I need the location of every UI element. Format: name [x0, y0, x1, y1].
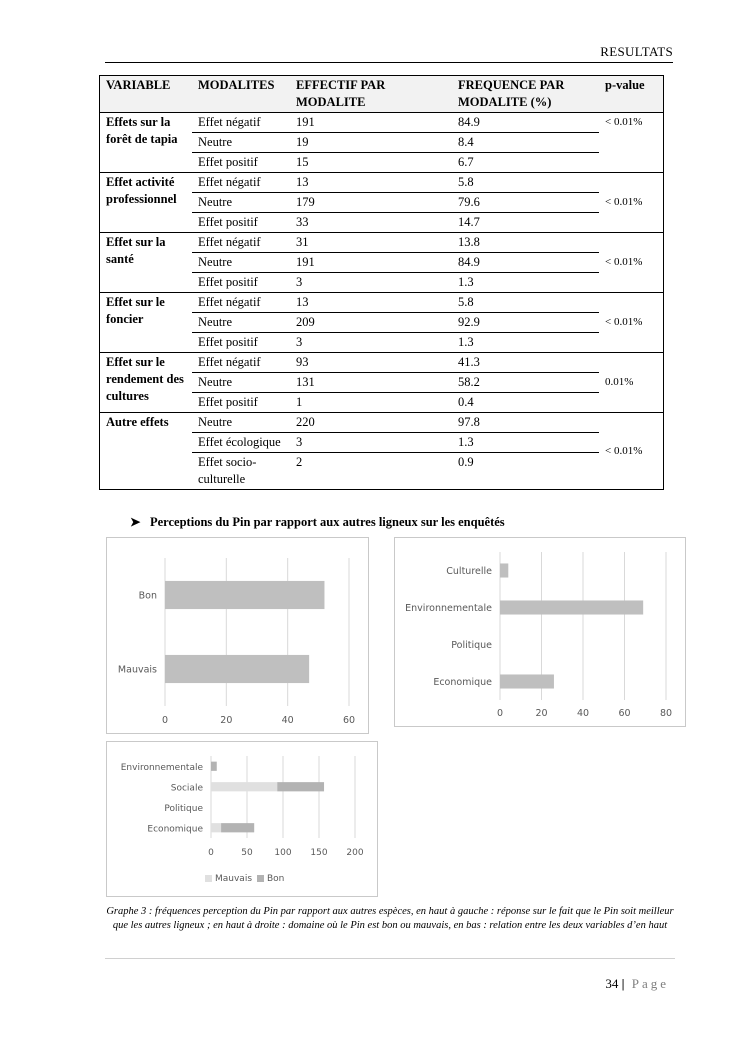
- table-row: [100, 353, 664, 373]
- col-header-modalites: MODALITES: [192, 76, 290, 113]
- x-tick-label: 0: [208, 848, 214, 858]
- x-tick-label: 80: [659, 708, 673, 719]
- pvalue-cell: < 0.01%: [599, 233, 664, 293]
- page-footer: [605, 976, 669, 992]
- frequence-cell: 58.2: [452, 373, 599, 393]
- x-tick-label: 150: [310, 848, 328, 858]
- frequence-cell: 1.3: [452, 433, 599, 453]
- page-separator: |: [621, 976, 625, 991]
- modalite-cell: Neutre: [192, 253, 290, 273]
- effectif-cell: 131: [290, 373, 452, 393]
- bar: [500, 600, 643, 614]
- effectif-cell: 209: [290, 313, 452, 333]
- effectif-cell: 191: [290, 113, 452, 133]
- modalite-cell: Effet positif: [192, 213, 290, 233]
- bar: [165, 581, 324, 609]
- figure-caption: Graphe 3 : fréquences perception du Pin par rapport aux autres espèces, en haut à gauche : réponse sur le fait que le Pin soit meilleur que les autres ligneux ; en haut à droite : domaine où le Pin est bon ou mauvais, en bas : relation entre les deux variables d’en haut: [106, 906, 674, 931]
- table-row: [100, 413, 664, 433]
- modalite-cell: Neutre: [192, 193, 290, 213]
- modalite-cell: Effet négatif: [192, 173, 290, 193]
- legend-label: Bon: [267, 874, 285, 884]
- x-tick-label: 100: [274, 848, 292, 858]
- category-label: Politique: [451, 640, 492, 651]
- chart-relation: [106, 741, 378, 897]
- x-tick-label: 60: [618, 708, 631, 719]
- legend-label: Mauvais: [215, 874, 253, 884]
- effectif-cell: 93: [290, 353, 452, 373]
- chart-relation-svg: [107, 742, 377, 896]
- variable-cell: Effet activité professionnel: [100, 173, 193, 233]
- pvalue-cell: < 0.01%: [599, 293, 664, 353]
- effectif-cell: 13: [290, 173, 452, 193]
- effectif-cell: 15: [290, 153, 452, 173]
- x-tick-label: 60: [342, 715, 356, 726]
- frequence-cell: 41.3: [452, 353, 599, 373]
- arrow-bullet-icon: ➤: [130, 515, 141, 529]
- col-header-frequence: FREQUENCE PAR MODALITE (%): [452, 76, 599, 113]
- frequence-cell: 5.8: [452, 173, 599, 193]
- effectif-cell: 3: [290, 333, 452, 353]
- category-label: Sociale: [170, 783, 203, 794]
- bar: [500, 563, 508, 577]
- pvalue-cell: < 0.01%: [599, 413, 664, 490]
- variable-cell: Autre effets: [100, 413, 193, 490]
- effectif-cell: 13: [290, 293, 452, 313]
- table-header-row: [100, 76, 664, 113]
- frequence-cell: 14.7: [452, 213, 599, 233]
- header-divider: [105, 62, 673, 63]
- x-tick-label: 200: [346, 848, 364, 858]
- category-label: Politique: [164, 803, 203, 814]
- legend-swatch: [205, 875, 212, 882]
- frequence-cell: 6.7: [452, 153, 599, 173]
- variable-cell: Effet sur le foncier: [100, 293, 193, 353]
- modalite-cell: Effet positif: [192, 273, 290, 293]
- effectif-cell: 3: [290, 433, 452, 453]
- modalite-cell: Neutre: [192, 313, 290, 333]
- table-row: [100, 233, 664, 253]
- frequence-cell: 84.9: [452, 253, 599, 273]
- modalite-cell: Neutre: [192, 413, 290, 433]
- frequence-cell: 0.4: [452, 393, 599, 413]
- table-row: [100, 293, 664, 313]
- section-bullet: [130, 514, 505, 530]
- x-tick-label: 20: [535, 708, 548, 719]
- bar-mauvais: [211, 823, 221, 832]
- effectif-cell: 1: [290, 393, 452, 413]
- chart-domaine-svg: [395, 538, 685, 726]
- modalite-cell: Effet écologique: [192, 433, 290, 453]
- modalite-cell: Effet positif: [192, 393, 290, 413]
- effectif-cell: 31: [290, 233, 452, 253]
- chart-bon-mauvais-svg: [107, 538, 368, 733]
- frequence-cell: 97.8: [452, 413, 599, 433]
- frequence-cell: 92.9: [452, 313, 599, 333]
- effectif-cell: 191: [290, 253, 452, 273]
- category-label: Culturelle: [446, 566, 492, 577]
- category-label: Economique: [147, 824, 203, 835]
- effectif-cell: 3: [290, 273, 452, 293]
- effectif-cell: 179: [290, 193, 452, 213]
- category-label: Economique: [433, 677, 492, 688]
- frequence-cell: 8.4: [452, 133, 599, 153]
- frequence-cell: 13.8: [452, 233, 599, 253]
- bar-bon: [277, 782, 324, 791]
- bar: [500, 674, 554, 688]
- bar-bon: [221, 823, 254, 832]
- pvalue-cell: < 0.01%: [599, 173, 664, 233]
- modalite-cell: Effet négatif: [192, 293, 290, 313]
- frequence-cell: 0.9: [452, 453, 599, 490]
- chart-bon-mauvais: [106, 537, 369, 734]
- page-number: 34: [605, 976, 619, 991]
- effectif-cell: 2: [290, 453, 452, 490]
- bar-mauvais: [211, 782, 277, 791]
- x-tick-label: 50: [241, 848, 253, 858]
- category-label: Mauvais: [117, 664, 157, 676]
- table-row: [100, 173, 664, 193]
- x-tick-label: 40: [281, 715, 294, 726]
- frequence-cell: 5.8: [452, 293, 599, 313]
- x-tick-label: 0: [496, 708, 504, 719]
- legend-swatch: [257, 875, 264, 882]
- modalite-cell: Neutre: [192, 373, 290, 393]
- modalite-cell: Effet négatif: [192, 113, 290, 133]
- table-row: [100, 113, 664, 133]
- modalite-cell: Effet positif: [192, 333, 290, 353]
- effectif-cell: 33: [290, 213, 452, 233]
- x-tick-label: 40: [576, 708, 590, 719]
- x-tick-label: 0: [161, 715, 169, 726]
- effectif-cell: 19: [290, 133, 452, 153]
- frequence-cell: 84.9: [452, 113, 599, 133]
- category-label: Environnementale: [405, 603, 492, 614]
- page-label: Page: [631, 976, 669, 991]
- variable-cell: Effet sur la santé: [100, 233, 193, 293]
- category-label: Bon: [138, 590, 157, 602]
- col-header-effectif: EFFECTIF PAR MODALITE: [290, 76, 452, 113]
- modalite-cell: Neutre: [192, 133, 290, 153]
- page-header-title: RESULTATS: [600, 44, 673, 59]
- footer-divider: [105, 958, 675, 959]
- frequence-cell: 1.3: [452, 273, 599, 293]
- category-label: Environnementale: [120, 762, 203, 773]
- variable-cell: Effet sur le rendement des cultures: [100, 353, 193, 413]
- effectif-cell: 220: [290, 413, 452, 433]
- x-tick-label: 20: [220, 715, 233, 726]
- chart-domaine: [394, 537, 686, 727]
- variable-cell: Effets sur la forêt de tapia: [100, 113, 193, 173]
- col-header-pvalue: p-value: [599, 76, 664, 113]
- bar-bon: [211, 762, 217, 771]
- section-bullet-text: Perceptions du Pin par rapport aux autres ligneux sur les enquêtés: [150, 515, 505, 529]
- frequence-cell: 79.6: [452, 193, 599, 213]
- bar: [165, 655, 309, 683]
- col-header-variable: VARIABLE: [100, 76, 193, 113]
- modalite-cell: Effet négatif: [192, 353, 290, 373]
- modalite-cell: Effet négatif: [192, 233, 290, 253]
- pvalue-cell: < 0.01%: [599, 113, 664, 173]
- modalite-cell: Effet socio-culturelle: [192, 453, 290, 490]
- frequence-cell: 1.3: [452, 333, 599, 353]
- results-table: [99, 75, 664, 490]
- pvalue-cell: 0.01%: [599, 353, 664, 413]
- modalite-cell: Effet positif: [192, 153, 290, 173]
